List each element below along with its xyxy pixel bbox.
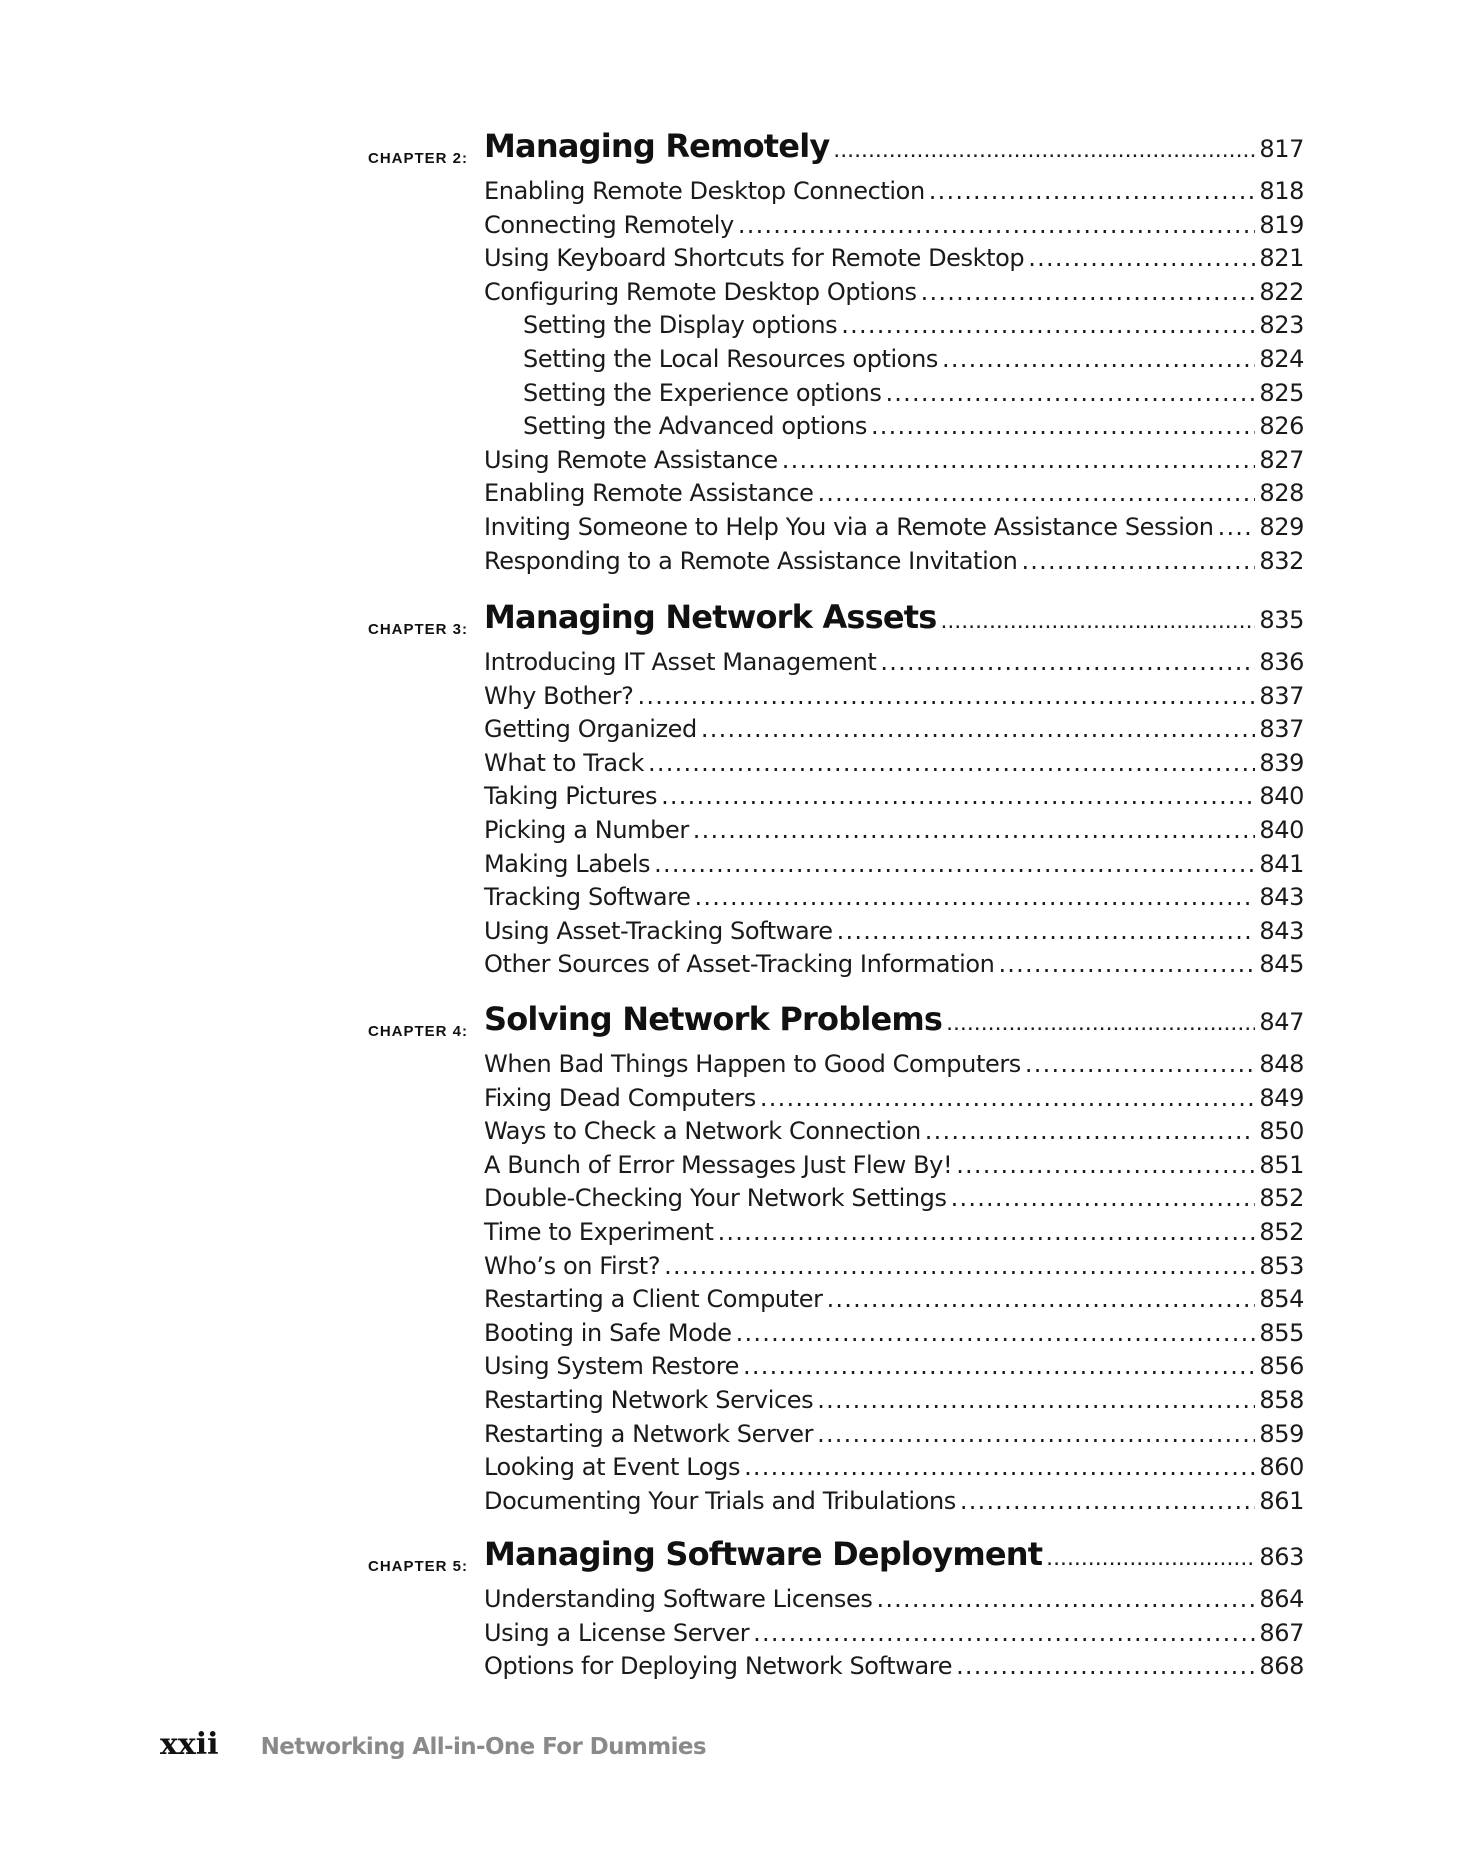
- entry-title: Other Sources of Asset-Tracking Information: [484, 950, 995, 979]
- dot-leader: [837, 917, 1256, 945]
- dot-leader: [743, 1352, 1255, 1380]
- chapter-heading[interactable]: [368, 127, 1304, 177]
- chapter-label: CHAPTER 4:: [368, 1023, 469, 1040]
- entry-page-number: 818: [1259, 177, 1304, 205]
- toc-entry[interactable]: [484, 1117, 1304, 1151]
- entry-title: Using Asset-Tracking Software: [484, 916, 833, 945]
- chapter-page-number: 863: [1259, 1543, 1304, 1571]
- toc-entry[interactable]: [484, 211, 1304, 245]
- toc-entry[interactable]: [484, 1319, 1304, 1353]
- entry-page-number: 832: [1259, 546, 1304, 575]
- entry-title: Restarting a Client Computer: [484, 1285, 823, 1314]
- entry-title: Options for Deploying Network Software: [484, 1652, 953, 1681]
- entry-page-number: 849: [1259, 1083, 1304, 1112]
- dot-leader: [942, 345, 1255, 373]
- toc-entry[interactable]: [484, 446, 1304, 480]
- entry-page-number: 826: [1259, 412, 1304, 441]
- toc-entry[interactable]: [484, 850, 1304, 884]
- toc-entry[interactable]: [484, 1252, 1304, 1286]
- entry-page-number: 825: [1259, 378, 1304, 407]
- entry-title: Setting the Experience options: [523, 378, 882, 407]
- toc-entry[interactable]: [484, 547, 1304, 581]
- toc-entry[interactable]: [484, 177, 1304, 211]
- entry-page-number: 858: [1259, 1386, 1304, 1414]
- entry-title: Fixing Dead Computers: [484, 1083, 756, 1112]
- entry-page-number: 843: [1259, 883, 1304, 912]
- toc-entry[interactable]: [484, 278, 1304, 312]
- toc-subentry[interactable]: [523, 379, 1304, 413]
- entry-page-number: 819: [1259, 210, 1304, 239]
- toc-entry[interactable]: [484, 917, 1304, 951]
- dot-leader: [695, 883, 1256, 911]
- toc-entry[interactable]: [484, 883, 1304, 917]
- toc-entry[interactable]: [484, 1585, 1304, 1619]
- chapter-label: CHAPTER 2:: [368, 150, 469, 167]
- entry-title: Documenting Your Trials and Tribulations: [484, 1486, 956, 1515]
- chapter-title: Managing Network Assets: [484, 598, 937, 636]
- toc-entry[interactable]: [484, 1652, 1304, 1686]
- entry-title: Getting Organized: [484, 715, 697, 744]
- entry-title: Why Bother?: [484, 681, 634, 710]
- dot-leader: [817, 1386, 1255, 1414]
- entry-page-number: 845: [1259, 950, 1304, 979]
- dot-leader: [760, 1084, 1255, 1112]
- footer-page-number: xxii: [160, 1727, 219, 1762]
- entry-title: Taking Pictures: [484, 782, 658, 811]
- entry-page-number: 859: [1259, 1419, 1304, 1448]
- toc-entry[interactable]: [484, 816, 1304, 850]
- toc-entry[interactable]: [484, 1151, 1304, 1185]
- toc-entry[interactable]: [484, 1386, 1304, 1420]
- chapter-heading[interactable]: [368, 598, 1304, 648]
- dot-leader: [925, 1117, 1256, 1145]
- dot-leader: [960, 1487, 1256, 1515]
- entry-page-number: 848: [1259, 1050, 1304, 1078]
- dot-leader: [921, 278, 1256, 306]
- entry-title: When Bad Things Happen to Good Computers: [484, 1050, 1021, 1078]
- entry-title: Restarting a Network Server: [484, 1419, 814, 1448]
- dot-leader: [827, 1285, 1256, 1313]
- dot-leader: [817, 1420, 1255, 1448]
- entry-page-number: 868: [1259, 1652, 1304, 1681]
- entry-page-number: 839: [1259, 748, 1304, 777]
- toc-entry[interactable]: [484, 1487, 1304, 1521]
- toc-entry[interactable]: [484, 1619, 1304, 1653]
- dot-leader: [718, 1218, 1256, 1246]
- entry-page-number: 821: [1259, 244, 1304, 273]
- entry-title: Using Keyboard Shortcuts for Remote Desktop: [484, 244, 1025, 273]
- chapter-title: Managing Remotely: [484, 127, 830, 165]
- dot-leader: [1046, 1544, 1255, 1572]
- toc-entry[interactable]: [484, 1184, 1304, 1218]
- entry-page-number: 840: [1259, 816, 1304, 844]
- dot-leader: [693, 816, 1256, 844]
- entry-title: Booting in Safe Mode: [484, 1318, 732, 1347]
- entry-page-number: 822: [1259, 277, 1304, 306]
- dot-leader: [817, 479, 1255, 507]
- entry-title: Restarting Network Services: [484, 1386, 814, 1414]
- toc-entry[interactable]: [484, 1218, 1304, 1252]
- dot-leader: [929, 177, 1256, 205]
- entry-title: Time to Experiment: [484, 1218, 714, 1246]
- entry-page-number: 827: [1259, 445, 1304, 474]
- dot-leader: [736, 1319, 1256, 1347]
- toc-entry[interactable]: [484, 1285, 1304, 1319]
- dot-leader: [841, 311, 1255, 339]
- entry-page-number: 841: [1259, 849, 1304, 878]
- toc-entry[interactable]: [484, 1084, 1304, 1118]
- entry-title: Setting the Display options: [523, 311, 838, 340]
- dot-leader: [946, 1009, 1255, 1037]
- dot-leader: [744, 1453, 1255, 1481]
- entry-page-number: 861: [1259, 1486, 1304, 1515]
- entry-page-number: 823: [1259, 311, 1304, 340]
- dot-leader: [648, 749, 1255, 777]
- entry-page-number: 867: [1259, 1618, 1304, 1647]
- entry-page-number: 837: [1259, 715, 1304, 744]
- dot-leader: [661, 782, 1255, 810]
- entry-title: Tracking Software: [484, 883, 691, 912]
- dot-leader: [782, 446, 1256, 474]
- chapter-heading[interactable]: [368, 1000, 1304, 1050]
- entry-title: Double-Checking Your Network Settings: [484, 1184, 947, 1213]
- chapter-page-number: 835: [1259, 606, 1304, 634]
- entry-page-number: 843: [1259, 916, 1304, 945]
- entry-page-number: 852: [1259, 1218, 1304, 1246]
- entry-title: Connecting Remotely: [484, 210, 734, 239]
- chapter-title: Solving Network Problems: [484, 1000, 943, 1038]
- toc-entry[interactable]: [484, 1453, 1304, 1487]
- toc-entry[interactable]: [484, 682, 1304, 716]
- dot-leader: [654, 850, 1255, 878]
- dot-leader: [876, 1585, 1255, 1613]
- entry-title: Inviting Someone to Help You via a Remote Assistance Session: [484, 513, 1214, 541]
- entry-page-number: 840: [1259, 782, 1304, 811]
- entry-page-number: 864: [1259, 1585, 1304, 1613]
- entry-page-number: 836: [1259, 648, 1304, 676]
- entry-title: Using Remote Assistance: [484, 445, 778, 474]
- entry-page-number: 824: [1259, 345, 1304, 373]
- toc-subentry[interactable]: [523, 412, 1304, 446]
- toc-entry[interactable]: [484, 782, 1304, 816]
- dot-leader: [1021, 547, 1255, 575]
- toc-entry[interactable]: [484, 244, 1304, 278]
- dot-leader: [998, 950, 1255, 978]
- toc-subentry[interactable]: [523, 311, 1304, 345]
- chapter-label: CHAPTER 5:: [368, 1558, 469, 1575]
- entry-title: Configuring Remote Desktop Options: [484, 277, 917, 306]
- entry-page-number: 854: [1259, 1285, 1304, 1314]
- dot-leader: [951, 1184, 1256, 1212]
- entry-title: Introducing IT Asset Management: [484, 648, 877, 676]
- entry-title: Using System Restore: [484, 1352, 740, 1381]
- chapter-title: Managing Software Deployment: [484, 1535, 1043, 1573]
- chapter-heading[interactable]: [368, 1535, 1304, 1585]
- dot-leader: [1025, 1050, 1255, 1078]
- toc-entry[interactable]: [484, 749, 1304, 783]
- dot-leader: [738, 211, 1256, 239]
- entry-title: Setting the Local Resources options: [523, 345, 939, 373]
- dot-leader: [664, 1252, 1255, 1280]
- toc-entry[interactable]: [484, 513, 1304, 547]
- dot-leader: [1028, 244, 1255, 272]
- entry-page-number: 829: [1259, 513, 1304, 541]
- entry-title: Understanding Software Licenses: [484, 1585, 873, 1613]
- chapter-page-number: 817: [1259, 135, 1304, 163]
- entry-page-number: 851: [1259, 1150, 1304, 1179]
- dot-leader: [638, 682, 1256, 710]
- dot-leader: [956, 1151, 1255, 1179]
- entry-title: Responding to a Remote Assistance Invitation: [484, 546, 1018, 575]
- entry-page-number: 850: [1259, 1117, 1304, 1146]
- entry-page-number: 855: [1259, 1318, 1304, 1347]
- entry-page-number: 860: [1259, 1453, 1304, 1482]
- entry-title: A Bunch of Error Messages Just Flew By!: [484, 1150, 953, 1179]
- dot-leader: [1218, 513, 1256, 541]
- dot-leader: [701, 715, 1256, 743]
- entry-page-number: 828: [1259, 479, 1304, 508]
- toc-entry[interactable]: [484, 950, 1304, 984]
- toc-entry[interactable]: [484, 1420, 1304, 1454]
- toc-entry[interactable]: [484, 1050, 1304, 1084]
- entry-title: Picking a Number: [484, 816, 689, 844]
- entry-page-number: 856: [1259, 1352, 1304, 1381]
- entry-title: What to Track: [484, 748, 645, 777]
- dot-leader: [956, 1652, 1255, 1680]
- entry-title: Enabling Remote Desktop Connection: [484, 177, 925, 205]
- entry-page-number: 853: [1259, 1251, 1304, 1280]
- entry-page-number: 837: [1259, 681, 1304, 710]
- chapter-label: CHAPTER 3:: [368, 621, 469, 638]
- entry-title: Enabling Remote Assistance: [484, 479, 814, 508]
- toc-entry[interactable]: [484, 479, 1304, 513]
- entry-title: Who’s on First?: [484, 1251, 661, 1280]
- entry-page-number: 852: [1259, 1184, 1304, 1213]
- chapter-page-number: 847: [1259, 1008, 1304, 1036]
- entry-title: Making Labels: [484, 849, 651, 878]
- dot-leader: [753, 1619, 1255, 1647]
- dot-leader: [871, 412, 1255, 440]
- entry-title: Looking at Event Logs: [484, 1453, 741, 1482]
- dot-leader: [833, 136, 1255, 164]
- entry-title: Using a License Server: [484, 1618, 750, 1647]
- footer-book-title: Networking All-in-One For Dummies: [260, 1734, 706, 1760]
- toc-entry[interactable]: [484, 648, 1304, 682]
- toc-entry[interactable]: [484, 1352, 1304, 1386]
- toc-subentry[interactable]: [523, 345, 1304, 379]
- page-footer: [160, 1727, 706, 1767]
- dot-leader: [941, 607, 1256, 635]
- dot-leader: [885, 379, 1255, 407]
- toc-entry[interactable]: [484, 715, 1304, 749]
- dot-leader: [880, 648, 1255, 676]
- entry-title: Ways to Check a Network Connection: [484, 1117, 921, 1146]
- entry-title: Setting the Advanced options: [523, 412, 867, 441]
